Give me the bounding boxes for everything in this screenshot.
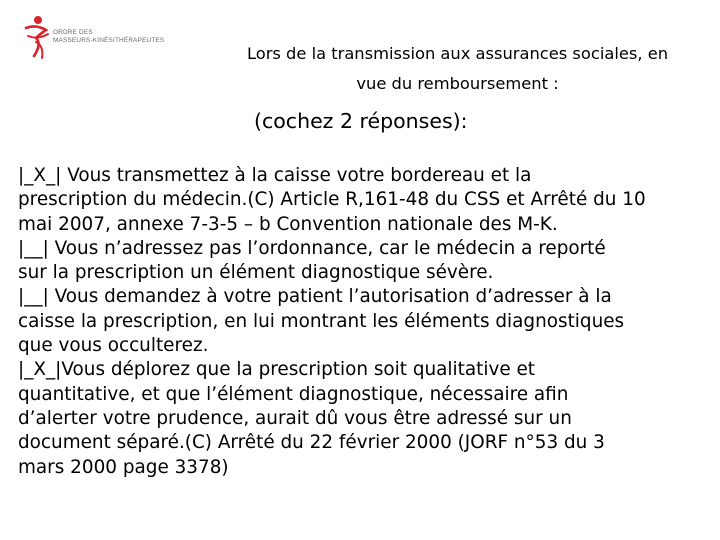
answer-1-line-2: prescription du médecin.(C) Article R,161-48 du CSS et Arrêté du 10 [18, 189, 646, 211]
answer-2-line-1: |__| Vous n’adressez pas l’ordonnance, car le médecin a reporté [18, 237, 606, 259]
question-title [195, 39, 720, 99]
answer-4-line-5: mars 2000 page 3378) [18, 456, 229, 478]
question-instruction: (cochez 2 réponses): [254, 109, 468, 133]
logo-line-2: MASSEURS-KINÉSITHÉRAPEUTES [53, 37, 165, 44]
answer-3-line-1: |__| Vous demandez à votre patient l’autorisation d’adresser à la [18, 286, 612, 308]
answer-item-4 [18, 358, 718, 479]
question-line-2: vue du remboursement : [356, 74, 559, 93]
answer-list [18, 164, 718, 480]
question-line-1: Lors de la transmission aux assurances sociales, en [246, 44, 669, 63]
answer-4-line-4: document séparé.(C) Arrêté du 22 février 2000 (JORF n°53 du 3 [18, 432, 605, 454]
answer-item-3 [18, 285, 718, 358]
logo-line-1: ORDRE DES [53, 29, 93, 36]
answer-item-1 [18, 164, 718, 237]
answer-item-2 [18, 237, 718, 286]
answer-2-line-2: sur la prescription un élément diagnostique sévère. [18, 262, 494, 284]
answer-4-line-1: |_X_|Vous déplorez que la prescription soit qualitative et [18, 359, 536, 381]
answer-3-line-2: caisse la prescription, en lui montrant les éléments diagnostiques [18, 310, 625, 332]
answer-4-line-2: quantitative, et que l’élément diagnostique, nécessaire afin [18, 383, 569, 405]
answer-4-line-3: d’alerter votre prudence, aurait dû vous être adressé sur un [18, 407, 572, 429]
logo [22, 14, 192, 64]
answer-3-line-3: que vous occulterez. [18, 335, 209, 357]
answer-1-line-3: mai 2007, annexe 7-3-5 – b Convention nationale des M-K. [18, 213, 558, 235]
answer-1-line-1: |_X_| Vous transmettez à la caisse votre bordereau et la [18, 165, 532, 186]
kinesitherapy-figure-icon [22, 14, 56, 60]
logo-text [53, 29, 164, 45]
